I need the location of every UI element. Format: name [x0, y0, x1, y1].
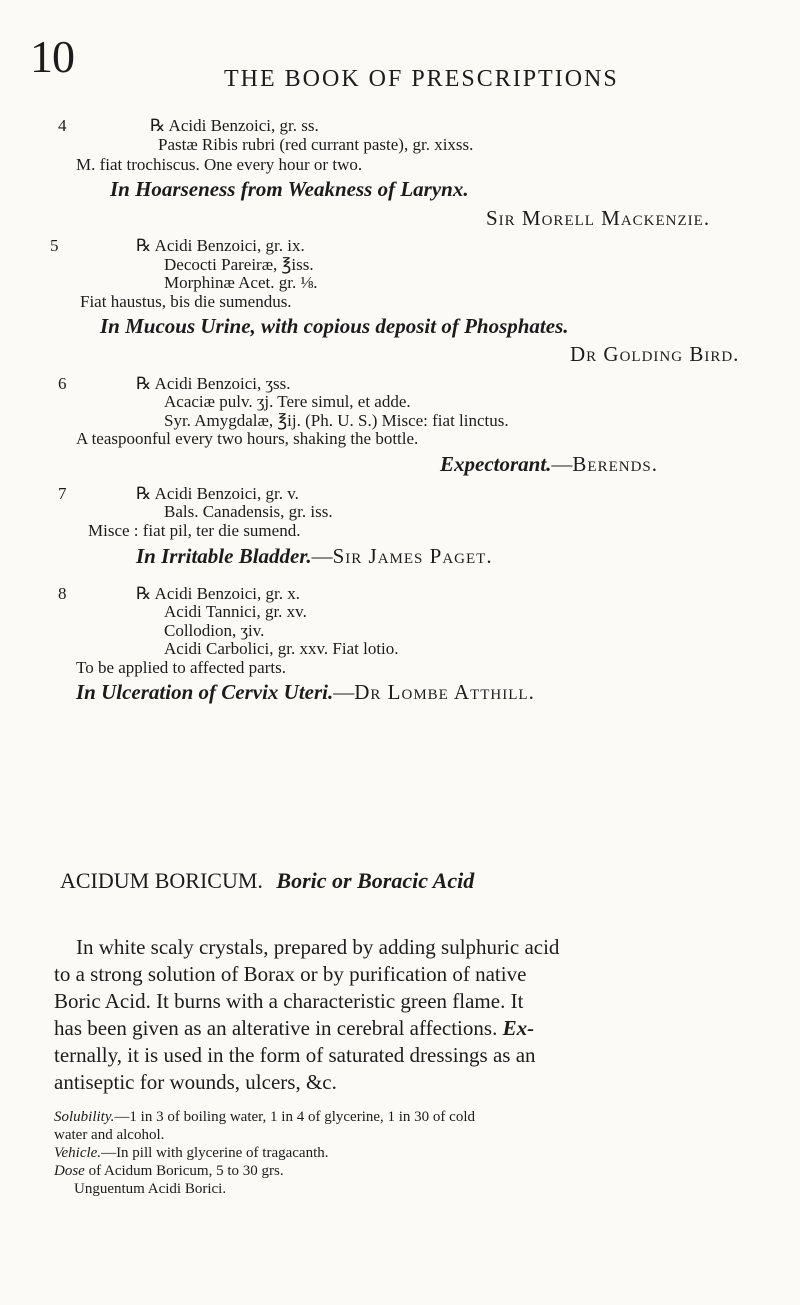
- section-notes: [54, 1108, 475, 1198]
- author: Dr Golding Bird.: [570, 342, 740, 366]
- paragraph-line: has been given as an alterative in cerebral affections. Ex-: [54, 1016, 535, 1040]
- vehicle-note: Vehicle.—In pill with glycerine of tragacanth.: [54, 1145, 329, 1161]
- section-paragraph: [54, 934, 774, 1096]
- rx-line: Acaciæ pulv. ʒj. Tere simul, et adde.: [164, 392, 411, 411]
- solubility-note-cont: water and alcohol.: [54, 1127, 165, 1143]
- unguentum-note: Unguentum Acidi Borici.: [74, 1181, 227, 1197]
- rx-line: Misce : fiat pil, ter die sumend.: [88, 521, 301, 540]
- rx-line: ℞ Acidi Benzoici, gr. ix.: [136, 236, 305, 255]
- prescription-number: 5: [50, 236, 59, 255]
- indication: In Irritable Bladder.: [136, 544, 312, 568]
- rx-line: Morphinæ Acet. gr. ⅛.: [164, 273, 318, 292]
- rx-line: Fiat haustus, bis die sumendus.: [80, 292, 292, 311]
- section-subtitle: Boric or Boracic Acid: [276, 868, 475, 893]
- author: Dr Lombe Atthill.: [354, 680, 535, 704]
- rx-line: Bals. Canadensis, gr. iss.: [164, 502, 333, 521]
- running-title: THE BOOK OF PRESCRIPTIONS: [224, 66, 619, 92]
- indication: Expectorant.: [440, 452, 552, 476]
- rx-line: ℞ Acidi Benzoici, gr. v.: [136, 484, 299, 503]
- author: Sir Morell Mackenzie.: [486, 206, 711, 230]
- page-number: 10: [30, 31, 74, 82]
- rx-line: A teaspoonful every two hours, shaking the bottle.: [76, 429, 419, 448]
- indication-line: Expectorant.—Berends.: [440, 452, 659, 476]
- rx-line: Pastæ Ribis rubri (red currant paste), gr. xixss.: [158, 135, 474, 154]
- indication: In Mucous Urine, with copious deposit of Phosphates.: [100, 314, 569, 338]
- author: Sir James Paget.: [332, 544, 493, 568]
- rx-line: ℞ Acidi Benzoici, gr. x.: [136, 584, 300, 603]
- rx-line: Syr. Amygdalæ, ℥ij. (Ph. U. S.) Misce: fiat linctus.: [164, 411, 509, 430]
- indication-line: In Irritable Bladder.—Sir James Paget.: [136, 544, 493, 568]
- prescription-number: 7: [58, 484, 67, 503]
- prescription-number: 6: [58, 374, 67, 393]
- author: Berends.: [572, 452, 659, 476]
- rx-line: To be applied to affected parts.: [76, 658, 286, 677]
- rx-line: ℞ Acidi Benzoici, ʒss.: [136, 374, 291, 393]
- paragraph-line: antiseptic for wounds, ulcers, &c.: [54, 1070, 337, 1094]
- paragraph-line: In white scaly crystals, prepared by adding sulphuric acid: [76, 935, 560, 959]
- rx-line: M. fiat trochiscus. One every hour or two.: [76, 155, 363, 174]
- indication-line: In Ulceration of Cervix Uteri.—Dr Lombe Atthill.: [76, 680, 535, 704]
- rx-line: Collodion, ʒiv.: [164, 621, 265, 640]
- solubility-note: Solubility.—1 in 3 of boiling water, 1 in 4 of glycerine, 1 in 30 of cold: [54, 1109, 476, 1125]
- rx-line: Acidi Tannici, gr. xv.: [164, 602, 307, 621]
- paragraph-line: ternally, it is used in the form of saturated dressings as an: [54, 1043, 536, 1067]
- indication: In Hoarseness from Weakness of Larynx.: [110, 177, 469, 201]
- section-title: ACIDUM BORICUM.: [60, 868, 263, 893]
- paragraph-line: to a strong solution of Borax or by purification of native: [54, 962, 527, 986]
- rx-line: Decocti Pareiræ, ℥iss.: [164, 255, 314, 274]
- prescription-number: 4: [58, 116, 67, 135]
- dose-note: Dose of Acidum Boricum, 5 to 30 grs.: [54, 1163, 284, 1179]
- rx-line: ℞ Acidi Benzoici, gr. ss.: [150, 116, 319, 135]
- paragraph-line: Boric Acid. It burns with a characteristic green flame. It: [54, 989, 524, 1013]
- prescription-number: 8: [58, 584, 67, 603]
- section-heading: [60, 868, 474, 894]
- rx-line: Acidi Carbolici, gr. xxv. Fiat lotio.: [164, 639, 399, 658]
- indication: In Ulceration of Cervix Uteri.: [76, 680, 334, 704]
